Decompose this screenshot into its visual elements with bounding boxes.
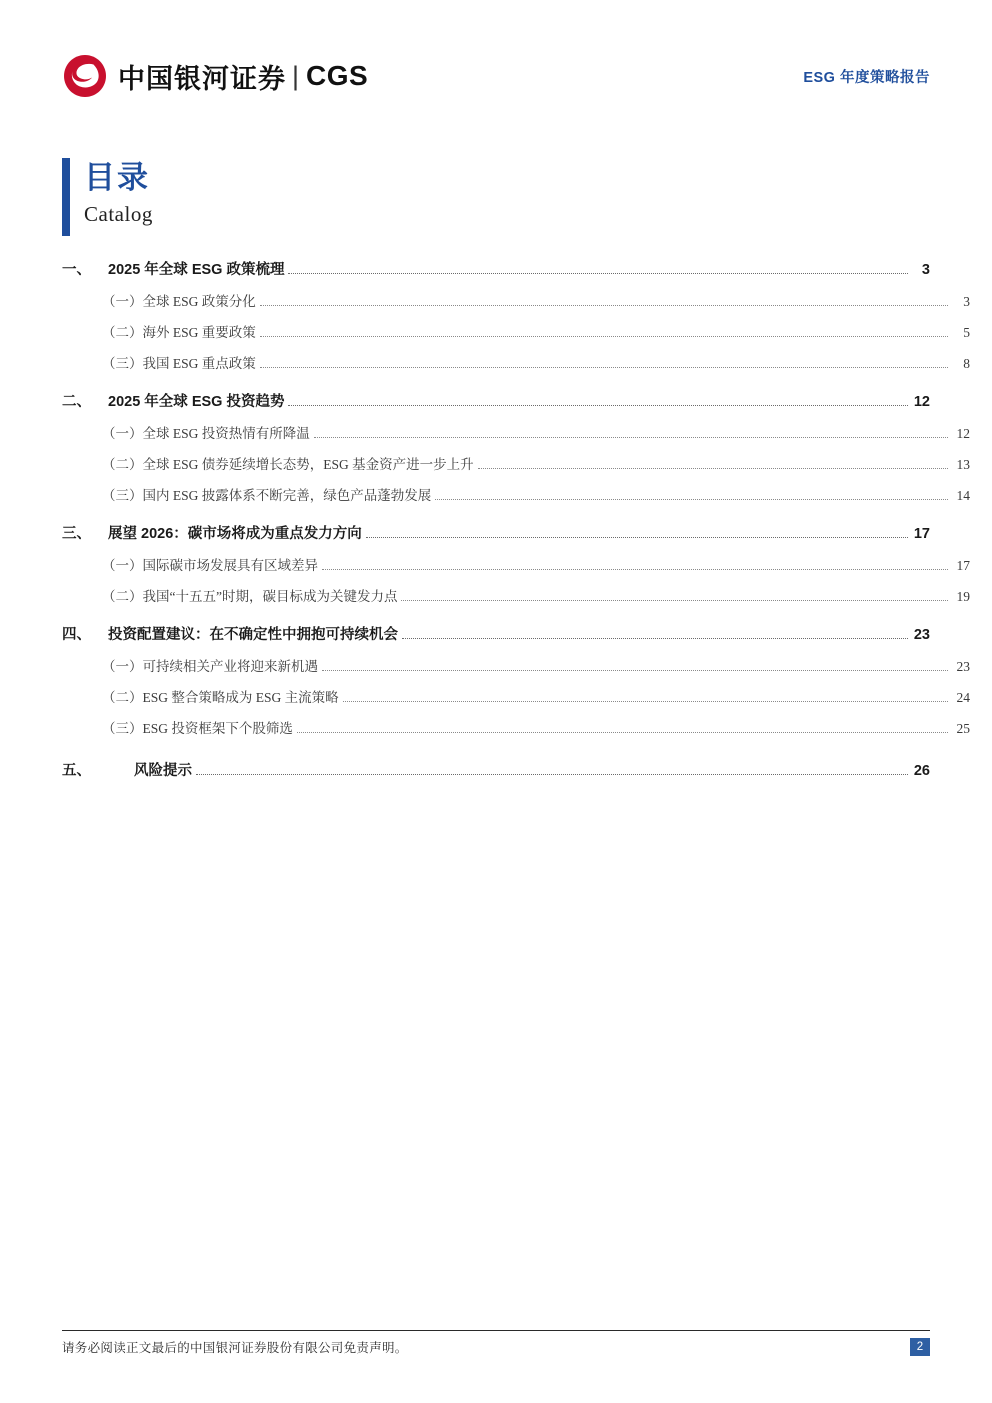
toc-entry[interactable] [62,522,930,543]
toc-entry-title: 可持续相关产业将迎来新机遇 [142,659,318,674]
galaxy-securities-logo-icon [62,53,108,99]
toc-entry[interactable] [62,759,930,780]
toc-leader-dots [401,600,948,601]
toc-entry[interactable] [62,585,970,605]
toc-entry[interactable] [62,290,970,310]
toc-entry-number: 一、 [62,262,91,278]
toc-entry-title: 国际碳市场发展具有区域差异 [142,558,318,573]
toc-entry[interactable] [62,484,970,504]
brand-separator: | [292,60,301,91]
toc-leader-dots [322,569,948,570]
toc-leader-dots [288,273,908,274]
toc-leader-dots [478,468,948,469]
brand-name-cn: 中国银河证券 [118,63,286,94]
toc-entry-page: 3 [963,294,970,309]
toc-entry[interactable] [62,321,970,341]
toc-entry-number: （二） [102,589,143,604]
toc-entry-number: 五、 [62,763,91,779]
toc-entry-page: 13 [956,457,970,472]
toc-entry-page: 26 [913,763,930,779]
toc-entry-title: 全球 ESG 投资热情有所降温 [142,426,310,441]
toc-entry-number: （三） [102,721,143,736]
toc-entry-page: 23 [913,627,930,643]
toc-leader-dots [260,305,948,306]
toc-entry-page: 23 [956,659,970,674]
toc-entry-page: 3 [921,262,930,278]
toc-entry-number: 二、 [62,394,91,410]
toc-entry-page: 12 [913,394,930,410]
toc-entry[interactable] [62,655,970,675]
table-of-contents [62,258,970,782]
toc-entry-title: 全球 ESG 政策分化 [142,294,256,309]
toc-entry[interactable] [62,352,970,372]
toc-leader-dots [196,774,908,775]
toc-entry-number: （一） [102,558,143,573]
toc-entry-page: 17 [913,526,930,542]
toc-entry-title: 国内 ESG 披露体系不断完善，绿色产品蓬勃发展 [142,488,432,503]
toc-entry-title: ESG 投资框架下个股筛选 [142,721,293,736]
footer-disclaimer: 请务必阅读正文最后的中国银河证券股份有限公司免责声明。 [62,1341,408,1355]
toc-entry-title: 我国“十五五”时期，碳目标成为关键发力点 [142,589,398,604]
page-header [62,48,930,104]
toc-entry-title: 我国 ESG 重点政策 [142,356,256,371]
toc-entry-title: 2025 年全球 ESG 政策梳理 [108,262,285,278]
brand-logo [62,53,368,99]
toc-leader-dots [297,732,948,733]
toc-entry-page: 14 [956,488,970,503]
toc-leader-dots [435,499,948,500]
toc-entry[interactable] [62,686,970,706]
toc-entry-number: （三） [102,488,143,503]
toc-entry-number: （一） [102,426,143,441]
toc-entry-title: 展望 2026：碳市场将成为重点发力方向 [108,526,362,542]
catalog-heading [62,158,153,236]
toc-entry-number: 三、 [62,526,91,542]
toc-leader-dots [366,537,908,538]
toc-entry[interactable] [62,623,930,644]
toc-entry-page: 5 [963,325,970,340]
toc-entry-number: （二） [102,690,143,705]
toc-leader-dots [260,367,948,368]
toc-entry-page: 12 [956,426,970,441]
toc-entry-number: （二） [102,325,143,340]
toc-entry-number: （二） [102,457,143,472]
catalog-title-en: Catalog [84,201,153,226]
toc-entry-title: 2025 年全球 ESG 投资趋势 [108,394,285,410]
toc-leader-dots [322,670,948,671]
toc-entry-page: 8 [963,356,970,371]
toc-entry-number: （三） [102,356,143,371]
catalog-heading-texts [84,158,153,236]
toc-leader-dots [402,638,908,639]
toc-entry-number: （一） [102,659,143,674]
catalog-accent-bar [62,158,70,236]
toc-leader-dots [260,336,948,337]
brand-logo-text [118,57,368,96]
page-footer [62,1338,930,1356]
toc-entry[interactable] [62,717,970,737]
toc-entry-number: （一） [102,294,143,309]
toc-entry-page: 17 [956,558,970,573]
toc-entry-title: 全球 ESG 债券延续增长态势，ESG 基金资产进一步上升 [142,457,474,472]
toc-entry[interactable] [62,453,970,473]
toc-leader-dots [343,701,948,702]
toc-entry[interactable] [62,554,970,574]
brand-name-en: CGS [306,60,369,91]
toc-entry-page: 25 [956,721,970,736]
catalog-title-cn: 目录 [84,160,150,195]
toc-entry[interactable] [62,422,970,442]
toc-entry[interactable] [62,390,930,411]
toc-entry-title: ESG 整合策略成为 ESG 主流策略 [142,690,339,705]
toc-entry-page: 24 [956,690,970,705]
toc-leader-dots [314,437,948,438]
toc-entry-page: 19 [956,589,970,604]
page-number-badge: 2 [910,1338,930,1356]
toc-entry[interactable] [62,258,930,279]
toc-leader-dots [288,405,908,406]
report-type-label: ESG 年度策略报告 [803,69,930,86]
toc-entry-title: 投资配置建议：在不确定性中拥抱可持续机会 [108,627,398,643]
toc-entry-title: 风险提示 [134,763,192,779]
footer-divider [62,1330,930,1331]
toc-entry-title: 海外 ESG 重要政策 [142,325,256,340]
toc-entry-number: 四、 [62,627,91,643]
